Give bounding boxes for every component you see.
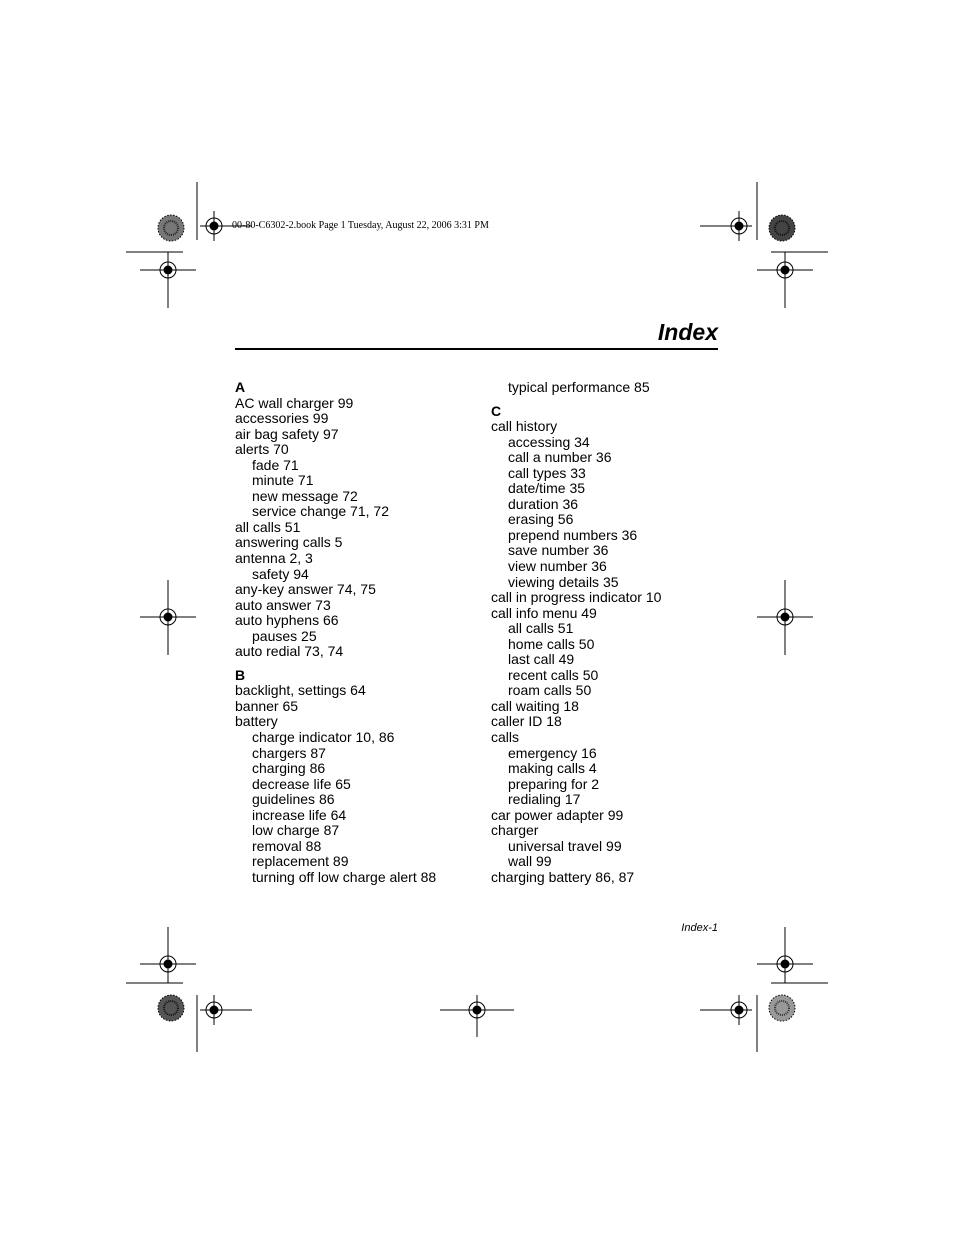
registration-mark-icon xyxy=(757,950,813,978)
index-column-right xyxy=(491,380,731,886)
index-column-left xyxy=(235,380,480,886)
registration-mark-icon xyxy=(700,211,752,241)
index-entry: call in progress indicator 10 xyxy=(491,589,662,606)
index-subentry: save number 36 xyxy=(508,542,609,559)
index-subentry: date/time 35 xyxy=(508,480,586,497)
index-entry: accessories 99 xyxy=(235,410,329,427)
index-subentry: minute 71 xyxy=(252,472,314,489)
registration-mark-icon xyxy=(200,995,252,1025)
section-gap xyxy=(491,396,731,404)
index-subentry: decrease life 65 xyxy=(252,775,351,792)
index-subentry: duration 36 xyxy=(508,495,579,512)
title-rule xyxy=(235,348,718,350)
registration-mark-icon xyxy=(757,256,813,284)
index-entry: antenna 2, 3 xyxy=(235,550,313,567)
section-gap xyxy=(235,660,480,668)
index-entry: AC wall charger 99 xyxy=(235,394,354,411)
index-subentry: call types 33 xyxy=(508,464,586,481)
index-subentry: new message 72 xyxy=(252,487,358,504)
index-entry: calls xyxy=(491,729,520,746)
star-target-icon xyxy=(769,995,795,1021)
index-subentry: chargers 87 xyxy=(252,744,326,761)
print-slug: 00-80-C6302-2.book Page 1 Tuesday, August 22, 2006 3:31 PM xyxy=(232,220,489,231)
star-target-icon xyxy=(158,995,184,1021)
index-subentry: pauses 25 xyxy=(252,627,317,644)
index-subentry: typical performance 85 xyxy=(508,379,650,395)
index-subentry: erasing 56 xyxy=(508,511,574,528)
page-title: Index xyxy=(657,319,718,345)
index-subentry: last call 49 xyxy=(508,651,575,668)
index-subentry: replacement 89 xyxy=(252,853,349,870)
index-entry: alerts 70 xyxy=(235,441,289,458)
index-entry: answering calls 5 xyxy=(235,534,343,551)
index-entry: charging battery 86, 87 xyxy=(491,868,635,885)
index-entry: call info menu 49 xyxy=(491,604,597,621)
star-target-icon xyxy=(769,215,795,241)
index-subentry: safety 94 xyxy=(252,565,309,582)
index-entry: auto redial 73, 74 xyxy=(235,643,344,660)
index-subentry: emergency 16 xyxy=(508,744,597,761)
index-entry: air bag safety 97 xyxy=(235,425,339,442)
index-subentry: low charge 87 xyxy=(252,822,340,839)
index-entry: backlight, settings 64 xyxy=(235,682,366,699)
index-entry: all calls 51 xyxy=(235,518,301,535)
registration-mark-icon xyxy=(757,580,813,655)
index-subentry: preparing for 2 xyxy=(508,775,600,792)
index-subentry: recent calls 50 xyxy=(508,666,599,683)
registration-mark-icon xyxy=(140,256,196,284)
index-entry: caller ID 18 xyxy=(491,713,562,730)
index-subentry: wall 99 xyxy=(508,853,552,870)
registration-mark-icon xyxy=(700,995,752,1025)
index-subentry: service change 71, 72 xyxy=(252,503,389,520)
index-entry: call history xyxy=(491,418,558,435)
index-subentry: fade 71 xyxy=(252,456,299,473)
registration-mark-icon xyxy=(440,995,514,1037)
index-letter-heading: C xyxy=(491,402,502,419)
index-subentry: turning off low charge alert 88 xyxy=(252,868,437,885)
index-entry: call waiting 18 xyxy=(491,697,579,714)
index-subentry: prepend numbers 36 xyxy=(508,526,638,543)
index-subentry: all calls 51 xyxy=(508,620,574,637)
index-subentry: view number 36 xyxy=(508,558,607,575)
index-subentry: redialing 17 xyxy=(508,791,581,808)
index-subentry: universal travel 99 xyxy=(508,837,622,854)
index-subentry: making calls 4 xyxy=(508,760,597,777)
index-letter-heading: B xyxy=(235,666,246,683)
index-subentry: removal 88 xyxy=(252,837,322,854)
star-target-icon xyxy=(158,215,184,241)
registration-mark-icon xyxy=(140,580,196,655)
index-subentry: home calls 50 xyxy=(508,635,595,652)
index-letter-heading: A xyxy=(235,379,246,395)
registration-mark-icon xyxy=(140,950,196,978)
index-entry: charger xyxy=(491,822,539,839)
index-subentry: accessing 34 xyxy=(508,433,590,450)
index-subentry: charging 86 xyxy=(252,760,326,777)
index-subentry: charge indicator 10, 86 xyxy=(252,729,395,746)
index-subentry: guidelines 86 xyxy=(252,791,335,808)
index-entry: battery xyxy=(235,713,278,730)
index-subentry: roam calls 50 xyxy=(508,682,592,699)
index-subentry: increase life 64 xyxy=(252,806,347,823)
index-entry: banner 65 xyxy=(235,697,299,714)
index-entry: any-key answer 74, 75 xyxy=(235,581,376,598)
index-entry: car power adapter 99 xyxy=(491,806,624,823)
index-subentry: call a number 36 xyxy=(508,449,612,466)
index-entry: auto hyphens 66 xyxy=(235,612,339,629)
page-number: Index-1 xyxy=(681,922,718,934)
index-subentry: viewing details 35 xyxy=(508,573,619,590)
index-entry: auto answer 73 xyxy=(235,596,331,613)
